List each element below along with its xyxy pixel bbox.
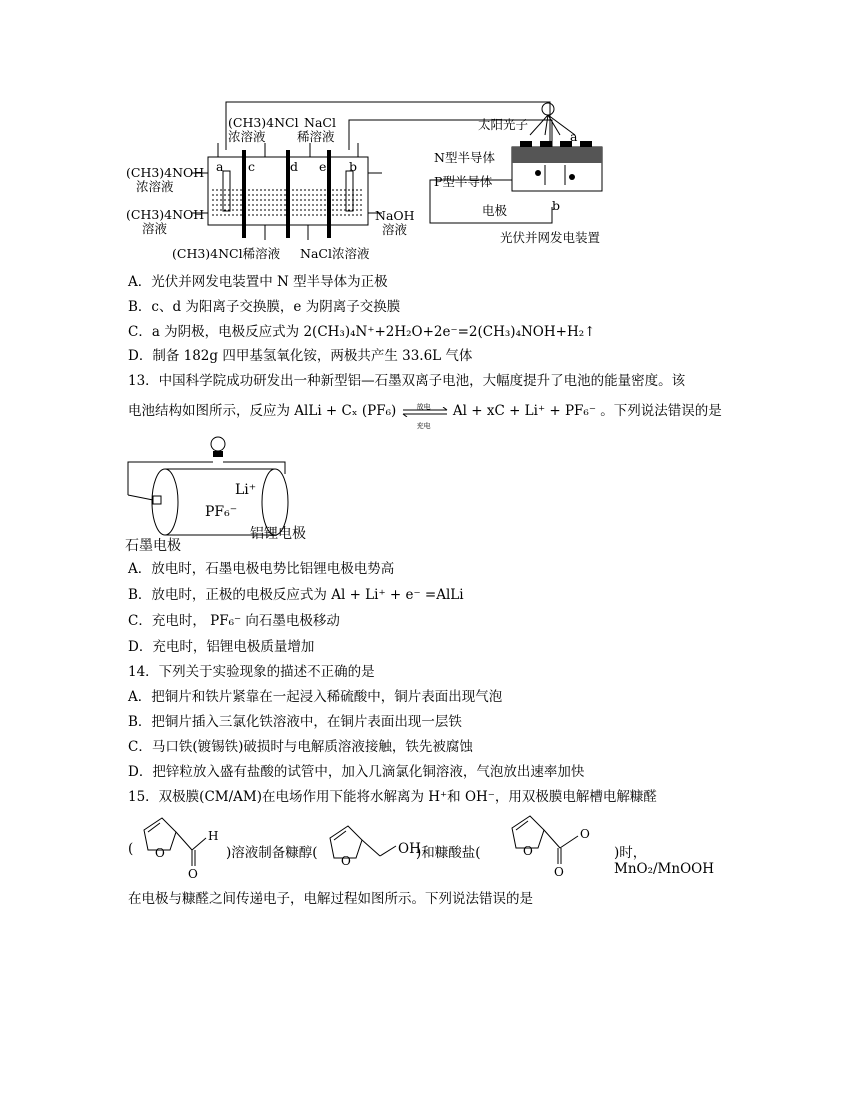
alcohol-ring-o: O — [341, 854, 351, 868]
fig1-label-top-left-2: 浓溶液 — [228, 129, 266, 144]
q13-option-b: B．放电时，正极的电极反应式为 Al + Li⁺ + e⁻ =AlLi — [128, 587, 464, 603]
furoate-o-minus: O — [580, 827, 590, 841]
q14-option-a: A．把铜片和铁片紧靠在一起浸入稀硫酸中，铜片表面出现气泡 — [128, 689, 503, 705]
q15-seg1: )溶液制备糠醇( — [226, 845, 318, 861]
fig1-pv-b: b — [552, 198, 561, 213]
q14-stem: 14．下列关于实验现象的描述不正确的是 — [128, 664, 375, 680]
furfural-carbonyl-o: O — [188, 867, 198, 880]
fig1-bottom-left: (CH3)4NCl稀溶液 — [172, 246, 281, 261]
fig1-pv-a: a — [570, 129, 578, 144]
furoate-ring-o: O — [523, 844, 533, 858]
fig1-left-label-1b: 浓溶液 — [136, 179, 174, 194]
arrow-top-label: 放电 — [416, 402, 431, 411]
fig1-right-label-a: NaOH — [375, 208, 415, 223]
battery-pf6-label: PF₆⁻ — [205, 504, 238, 520]
fig1-right-label-b: 溶液 — [382, 222, 408, 237]
arrow-bottom-label: 充电 — [416, 421, 431, 430]
fig1-elec-label: 电极 — [482, 203, 508, 218]
q12-option-c: C．a 为阴极，电极反应式为 2(CH₃)₄N⁺+2H₂O+2e⁻=2(CH₃)₄NOH+H₂↑ — [128, 324, 596, 340]
furfural-ring-o: O — [155, 846, 165, 860]
electrolysis-figure — [120, 95, 640, 265]
q15-structures-line — [128, 808, 738, 880]
q13-reaction-right: Al + xC + Li⁺ + PF₆⁻ 。下列说法错误的是 — [452, 403, 722, 419]
fig1-membrane-e: e — [319, 159, 327, 174]
furfural-structure — [134, 810, 226, 880]
alcohol-oh: OH — [398, 841, 421, 857]
fig1-label-top-right-2: 稀溶液 — [297, 129, 335, 144]
q12-option-b: B．c、d 为阳离子交换膜，e 为阴离子交换膜 — [128, 299, 401, 315]
q13-option-a: A．放电时，石墨电极电势比铝锂电极电势高 — [128, 561, 395, 577]
q13-stem-line1: 13．中国科学院成功研发出一种新型铝—石墨双离子电池，大幅度提升了电池的能量密度。该 — [128, 373, 686, 389]
battery-figure — [125, 432, 325, 557]
fig1-membrane-d: d — [290, 159, 299, 174]
fig1-p-label: P型半导体 — [434, 174, 493, 189]
q15-seg3: )时，MnO₂/MnOOH — [614, 845, 714, 877]
fig1-label-top-right-1: NaCl — [304, 115, 336, 130]
q14-option-d: D．把锌粒放入盛有盐酸的试管中，加入几滴氯化铜溶液，气泡放出速率加快 — [128, 764, 585, 780]
q13-stem-line2 — [128, 401, 722, 430]
q15-stem-line3: 在电极与糠醛之间传递电子，电解过程如图所示。下列说法错误的是 — [128, 891, 533, 907]
furoate-carbonyl-o: O — [554, 865, 564, 879]
q12-option-a: A．光伏并网发电装置中 N 型半导体为正极 — [128, 274, 388, 290]
fig1-membrane-c: c — [248, 159, 256, 174]
q15-stem-line1: 15．双极膜(CM/AM)在电场作用下能将水解离为 H⁺和 OH⁻，用双极膜电解槽电解糠醛 — [128, 789, 657, 805]
q15-open-paren: ( — [128, 841, 134, 857]
battery-graphite-label: 石墨电极 — [125, 538, 181, 554]
battery-alli-label: 铝锂电极 — [250, 526, 306, 542]
q13-option-d: D．充电时，铝锂电极质量增加 — [128, 639, 315, 655]
fig1-caption: 光伏并网发电装置 — [500, 230, 601, 245]
q15-seg2: )和糠酸盐( — [416, 845, 481, 861]
fig1-bottom-right: NaCl浓溶液 — [300, 246, 370, 261]
bulb-icon — [211, 437, 225, 451]
fig1-left-label-2b: 溶液 — [142, 221, 168, 236]
q13-reaction-left: 电池结构如图所示，反应为 AlLi + Cₓ (PF₆) — [128, 403, 397, 419]
fig1-left-label-1a: (CH3)4NOH — [126, 165, 205, 180]
fig1-label-top-left-1: (CH3)4NCl — [228, 115, 299, 130]
q13-option-c: C．充电时， PF₆⁻ 向石墨电极移动 — [128, 613, 340, 629]
reaction-arrow — [401, 402, 449, 430]
fig1-electrode-b: b — [349, 159, 358, 174]
q14-option-c: C．马口铁(镀锡铁)破损时与电解质溶液接触，铁先被腐蚀 — [128, 739, 473, 755]
furfural-h: H — [208, 829, 219, 843]
sun-icon — [542, 103, 554, 115]
q14-option-b: B．把铜片插入三氯化铁溶液中，在铜片表面出现一层铁 — [128, 714, 462, 730]
fig1-electrode-a: a — [216, 159, 224, 174]
fig1-left-label-2a: (CH3)4NOH — [126, 207, 205, 222]
fig1-n-label: N型半导体 — [434, 150, 495, 165]
fig1-solar-label: 太阳光子 — [478, 117, 529, 132]
battery-li-label: Li⁺ — [235, 482, 257, 498]
q12-option-d: D．制备 182g 四甲基氢氧化铵，两极共产生 33.6L 气体 — [128, 348, 473, 364]
furoate-structure — [506, 808, 616, 880]
